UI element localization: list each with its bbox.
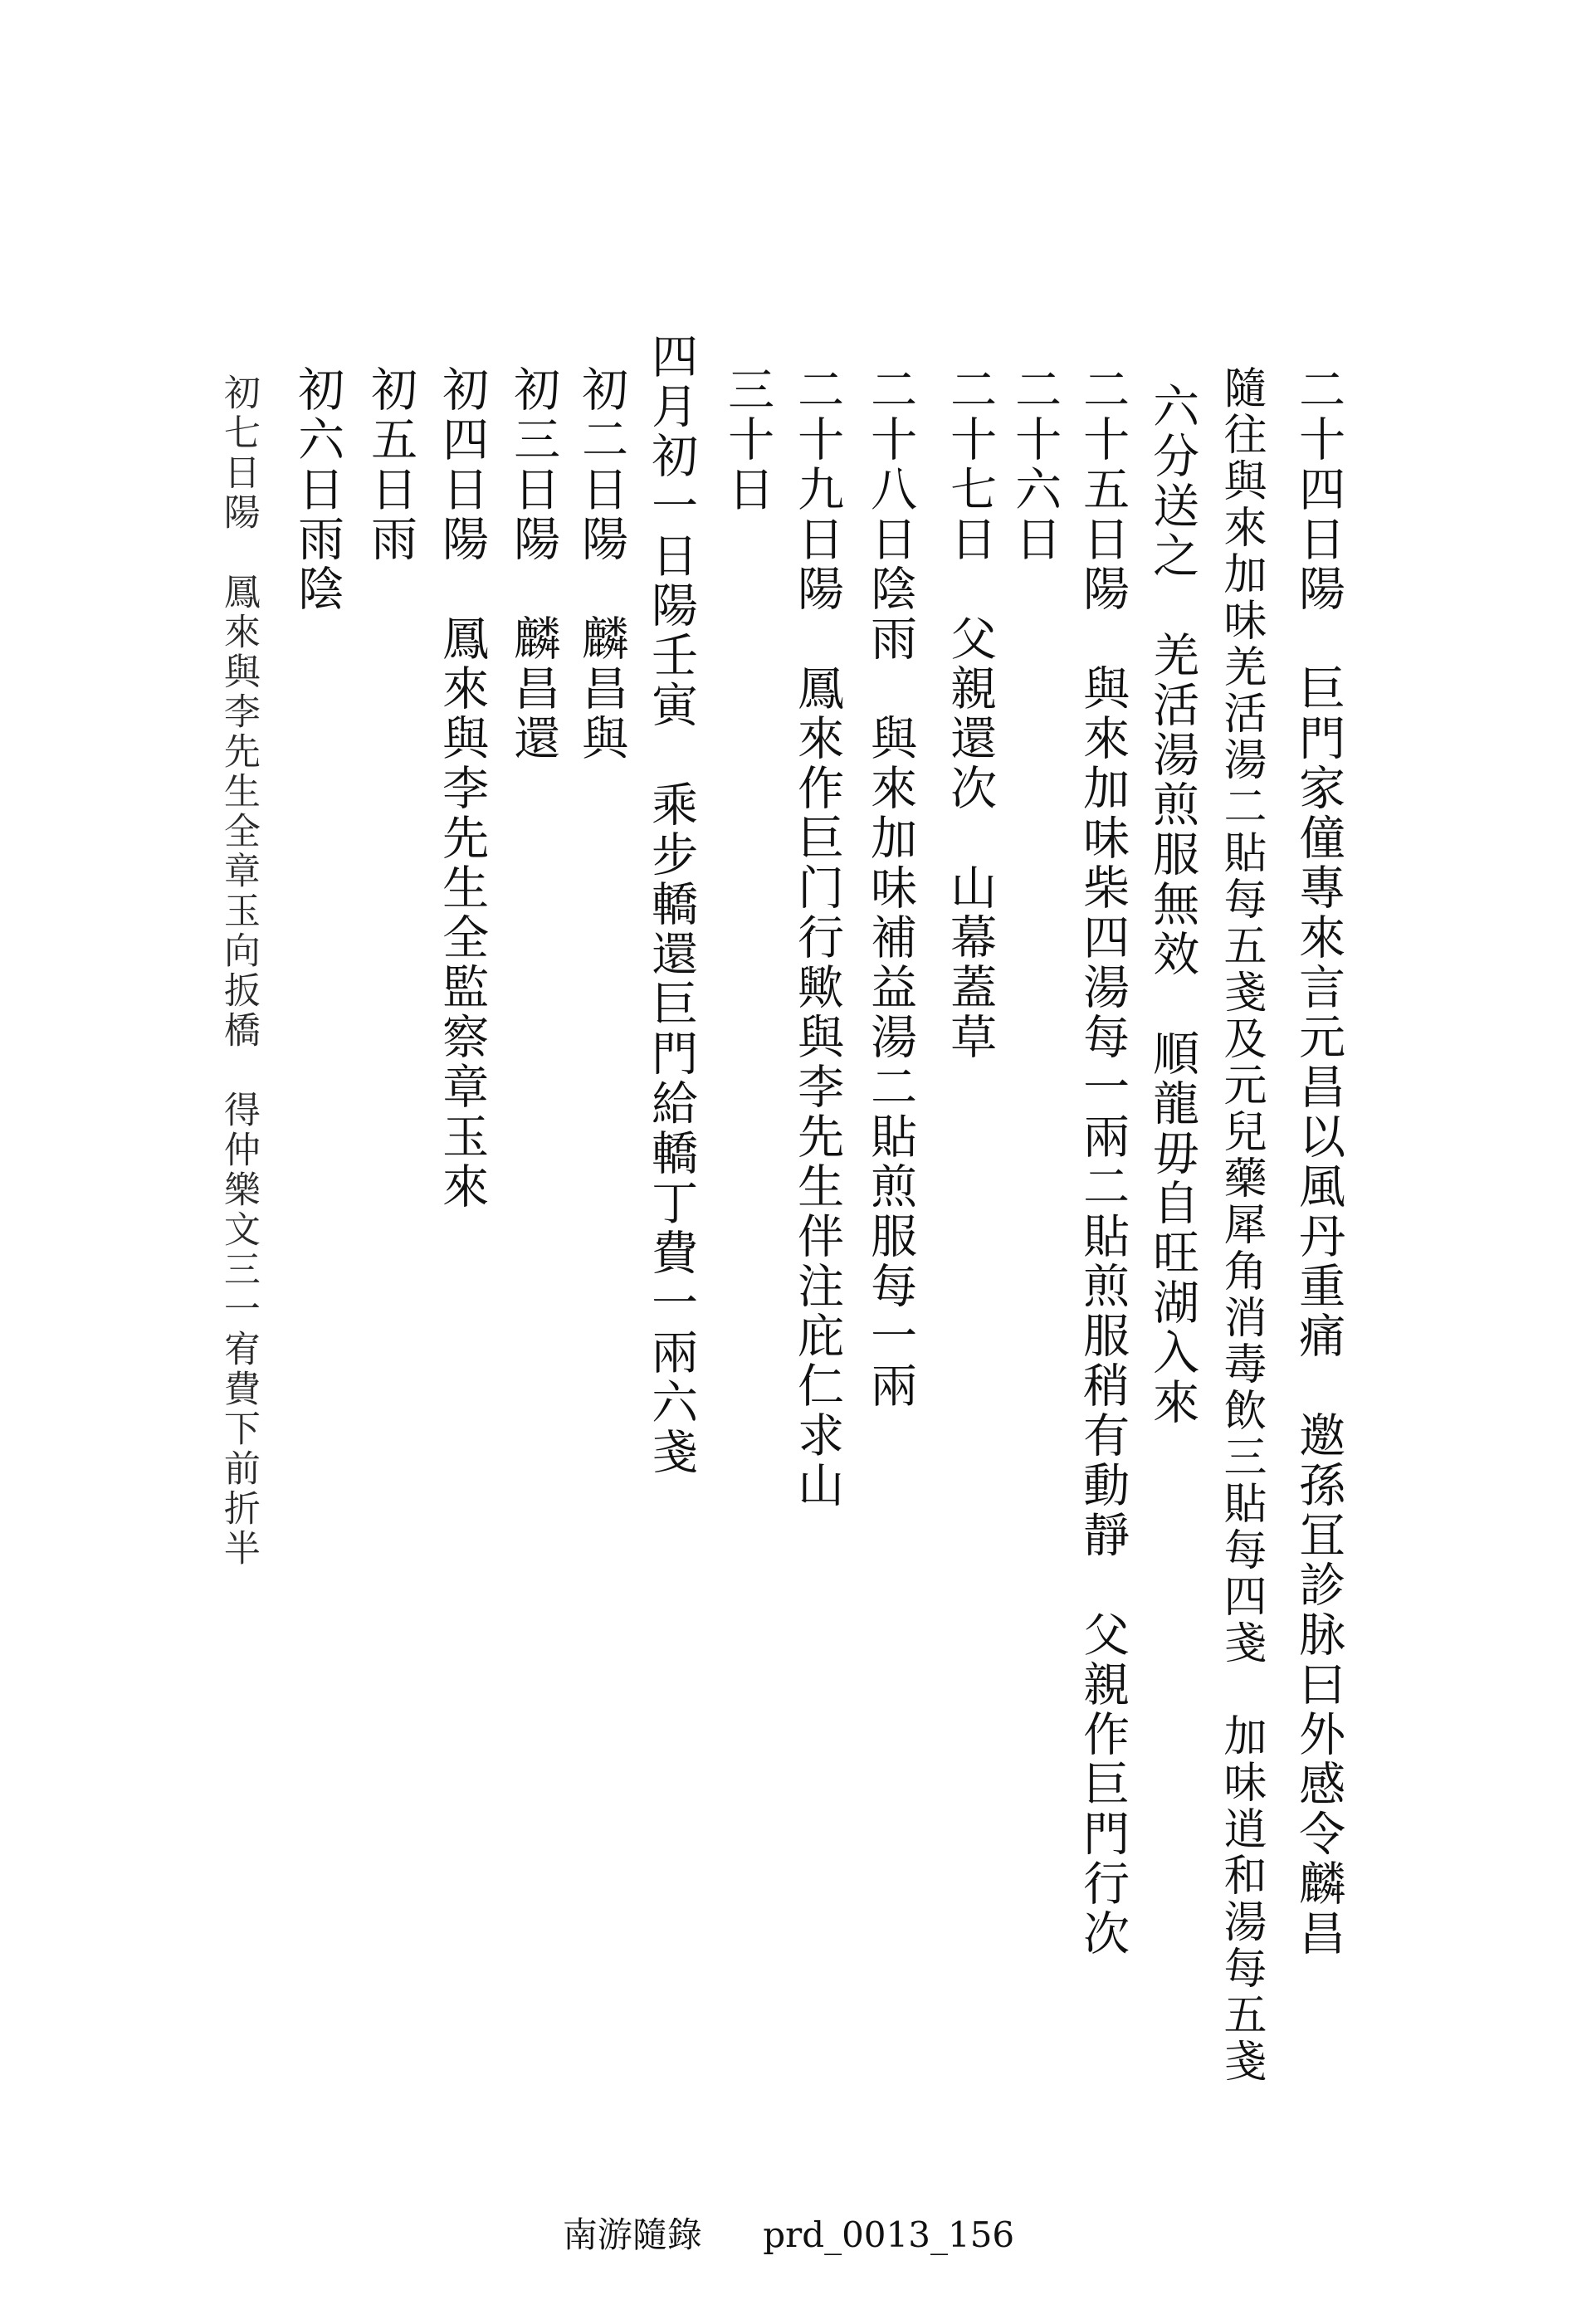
- text-column-9: 三十日: [720, 365, 775, 515]
- footer-code: prd_0013_156: [763, 2214, 1015, 2255]
- text-column-4: 二十五日陽 與來加味柴四湯每一兩二貼煎服稍有動靜 父親作巨門行次: [1076, 365, 1130, 1959]
- text-column-12: 初三日陽 麟昌還: [506, 365, 561, 764]
- text-column-3: 六分送之 羌活湯煎服無效 順龍毋自旺湖入來: [1145, 382, 1200, 1428]
- text-column-15: 初六日雨陰: [290, 365, 345, 614]
- text-column-1: 二十四日陽 巨門家僮專來言元昌以風丹重痛 邀孫冝診脉曰外感令麟昌: [1291, 365, 1346, 1959]
- text-column-7: 二十八日陰雨 與來加味補益湯二貼煎服每一兩: [863, 365, 918, 1411]
- text-column-6: 二十七日 父親還次 山幕蓋草: [943, 365, 998, 1062]
- text-column-13: 初四日陽 鳳來與李先生全監察章玉來: [435, 365, 490, 1212]
- page-footer: [0, 2208, 1577, 2258]
- text-column-14: 初五日雨: [364, 365, 418, 564]
- text-column-8: 二十九日陽 鳳來作巨门行歟與李先生伴注庇仁求山: [790, 365, 845, 1511]
- footer-title: 南游隨錄: [562, 2214, 702, 2255]
- text-column-11: 初二日陽 麟昌與: [574, 365, 629, 764]
- text-column-2: 隨往與來加味羌活湯二貼每五戔及元兒藥犀角消毒飲三貼每四戔 加味逍和湯每五戔: [1216, 365, 1267, 2085]
- text-column-16: 初七日陽 鳳來與李先生全章玉向扳橋 得仲樂文三一宥費下前折半: [217, 374, 260, 1569]
- text-column-5: 二十六日: [1008, 365, 1062, 564]
- text-column-10: 四月初一日陽壬寅 乘步轎還巨門給轎丁費一兩六戔: [644, 332, 699, 1477]
